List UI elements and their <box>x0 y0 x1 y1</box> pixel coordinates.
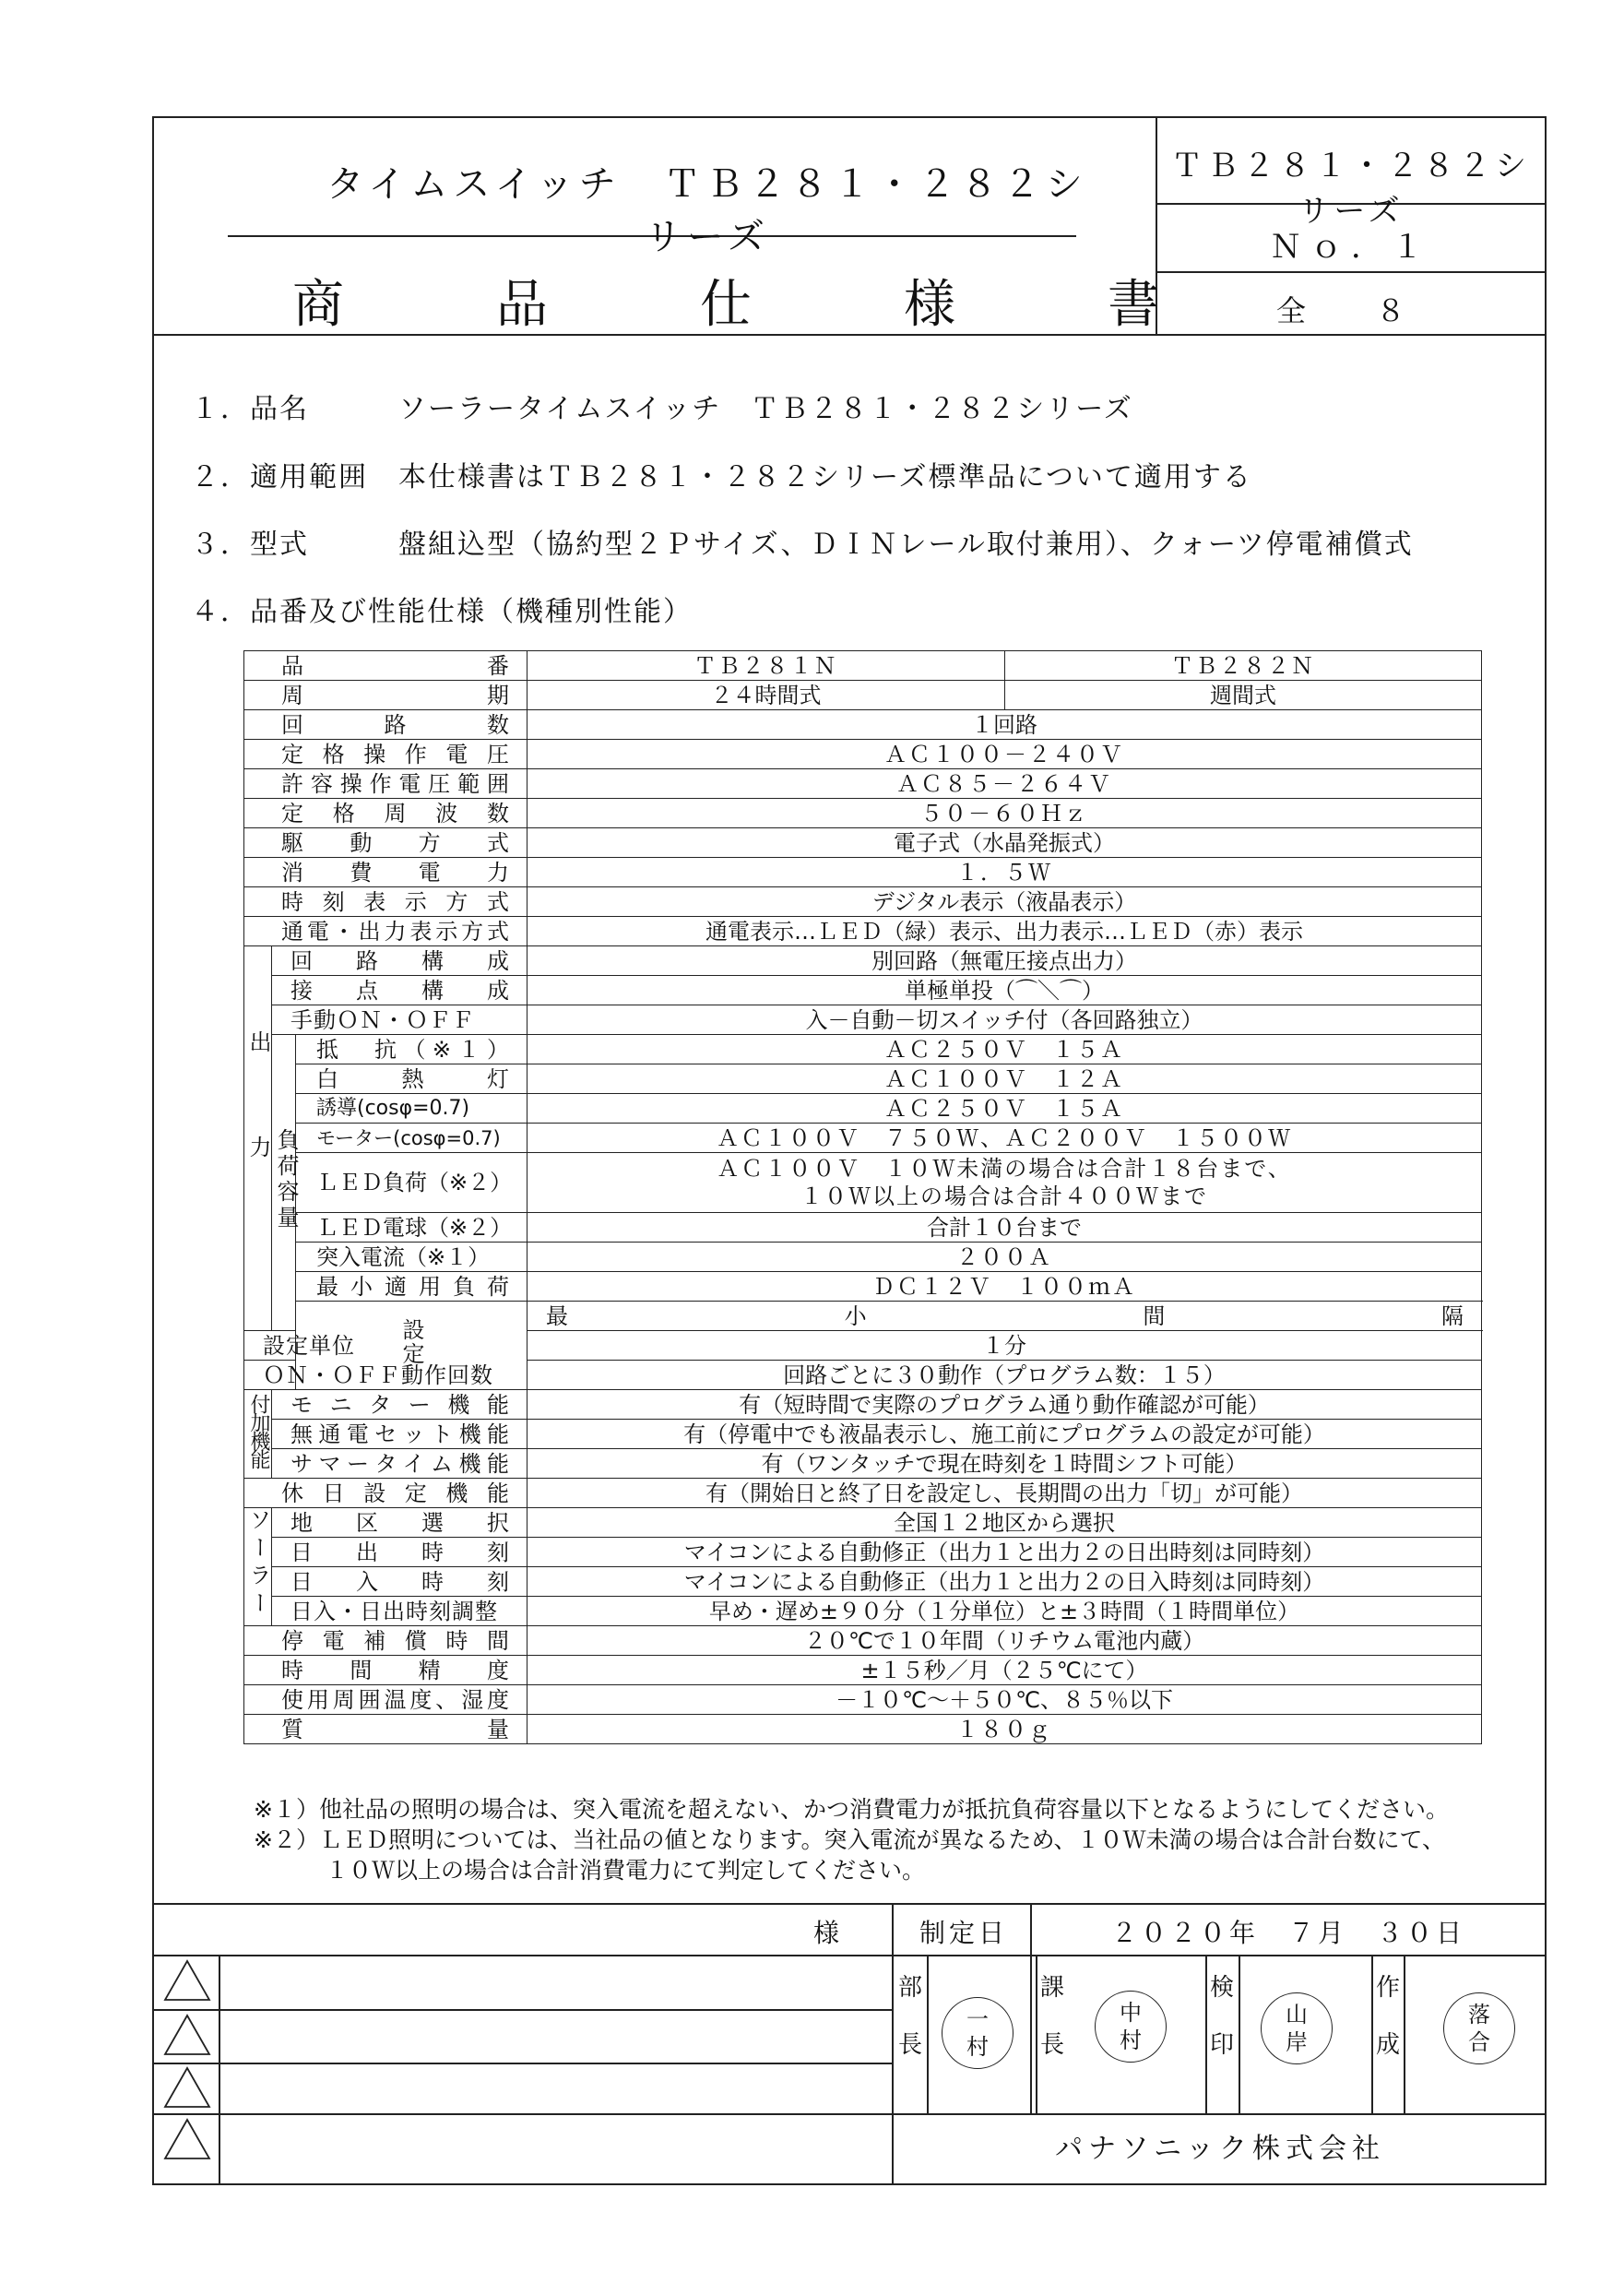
doc-title-char: 仕 <box>700 275 752 335</box>
row-label: 回路構成 <box>272 946 528 976</box>
group-output <box>244 946 272 1331</box>
row-value: マイコンによる自動修正（出力１と出力２の日入時刻は同時刻） <box>528 1567 1482 1597</box>
row-label: ＬＥＤ電球（※２） <box>296 1213 528 1243</box>
table-row <box>244 1094 1482 1124</box>
row-value: ５０－６０Ｈｚ <box>528 799 1482 828</box>
group-label: 出力 <box>245 1029 271 1241</box>
approval-stamp-4 <box>1443 1992 1515 2064</box>
stamp-char: 合 <box>1468 2029 1490 2055</box>
table-row <box>244 1213 1482 1243</box>
table-row <box>244 651 1482 681</box>
section-label: ２．適用範囲 <box>191 461 368 493</box>
section-label: ３．型式 <box>191 529 309 561</box>
row-value: ２００Ａ <box>528 1243 1482 1272</box>
table-row <box>244 1567 1482 1597</box>
row-value: ＡＣ２５０Ｖ １５Ａ <box>528 1035 1482 1064</box>
row-value: マイコンによる自動修正（出力１と出力２の日出時刻は同時刻） <box>528 1538 1482 1567</box>
row-value: 別回路（無電圧接点出力） <box>528 946 1482 976</box>
row-value: 電子式（水晶発振式） <box>528 828 1482 858</box>
role-char: 課 <box>1039 1974 1064 2002</box>
revision-triangle-icon <box>163 2118 211 2160</box>
row-value-line: １０Ｗ以上の場合は合計４００Ｗまで <box>800 1183 1209 1209</box>
role-char: 印 <box>1209 2031 1234 2059</box>
stamp-char: 一 <box>966 2006 989 2032</box>
table-row <box>244 858 1482 887</box>
row-value: ＡＣ１００－２４０Ｖ <box>528 740 1482 769</box>
role-char: 長 <box>1039 2031 1064 2059</box>
table-row <box>244 769 1482 799</box>
row-value: ＡＣ２５０Ｖ １５Ａ <box>528 1094 1482 1124</box>
row-value: デジタル表示（液晶表示） <box>528 887 1482 917</box>
stamp-char: 村 <box>966 2034 989 2060</box>
footer-line <box>154 1955 1547 1956</box>
footnote: ※１）他社品の照明の場合は、突入電流を超えない、かつ消費電力が抵抗負荷容量以下となるようにしてください。 <box>254 1796 1449 1823</box>
section-type <box>191 521 1414 562</box>
footnote: １０Ｗ以上の場合は合計消費電力にて判定してください。 <box>326 1857 926 1884</box>
footnotes <box>254 1794 1449 1885</box>
stamp-char: 中 <box>1120 2000 1142 2026</box>
row-value-line: ＡＣ１００Ｖ １０Ｗ未満の場合は合計１８台まで、 <box>717 1156 1292 1182</box>
row-label: 誘導(cosφ=0.7) <box>296 1094 528 1124</box>
row-label: 許容操作電圧範囲 <box>244 769 528 799</box>
role-char: 検 <box>1209 1974 1234 2002</box>
group-label: 付加機能 <box>247 1394 270 1468</box>
cycle-2: 週間式 <box>1005 681 1482 710</box>
row-value: －１０℃～＋５０℃、８５％以下 <box>528 1685 1482 1715</box>
row-label: 日入・日出時刻調整 <box>272 1597 528 1626</box>
row-value: 有（停電中でも液晶表示し、施工前にプログラムの設定が可能） <box>528 1420 1482 1449</box>
row-value: １分 <box>528 1331 1482 1361</box>
section-spec-heading <box>191 589 693 629</box>
footer-line <box>154 2113 1547 2115</box>
footer-top-line <box>154 1903 1547 1905</box>
stamp-char: 落 <box>1468 2002 1490 2027</box>
row-label: 品 番 <box>244 651 528 681</box>
row-value: 有（短時間で実際のプログラム通り動作確認が可能） <box>528 1390 1482 1420</box>
date-label: 制定日 <box>919 1918 1008 1948</box>
series-code: ＴＢ２８１・２８２シリーズ <box>1171 148 1531 230</box>
group-addon <box>244 1390 272 1479</box>
row-label: 地区選択 <box>272 1508 528 1538</box>
table-row <box>244 1064 1482 1094</box>
approval-stamp-1 <box>942 1997 1014 2069</box>
document-number: Ｎｏ．１ <box>1270 229 1432 266</box>
section-text: 盤組込型（協約型２Ｐサイズ、ＤＩＮレール取付兼用）、クォーツ停電補償式 <box>398 529 1414 561</box>
model-1: ＴＢ２８１Ｎ <box>528 651 1005 681</box>
row-label: 使用周囲温度、湿度 <box>244 1685 528 1715</box>
table-row <box>244 799 1482 828</box>
table-row <box>244 1656 1482 1685</box>
group-label: ソーラー <box>245 1508 271 1619</box>
row-label: 時刻表示方式 <box>244 887 528 917</box>
section-text: 本仕様書はＴＢ２８１・２８２シリーズ標準品について適用する <box>398 461 1252 493</box>
customer-suffix: 様 <box>813 1918 840 1948</box>
table-row <box>244 828 1482 858</box>
row-label: 抵 抗（※１） <box>296 1035 528 1064</box>
series-title: タイムスイッチ ＴＢ２８１・２８２シリーズ <box>326 163 1088 258</box>
approval-role-1 <box>895 1959 925 2074</box>
doc-title-char: 様 <box>904 275 955 335</box>
spec-sheet <box>152 116 1547 2185</box>
table-row <box>244 1538 1482 1567</box>
row-label: モーター(cosφ=0.7) <box>296 1124 528 1153</box>
row-value: １回路 <box>528 710 1482 740</box>
footer-line <box>154 2009 892 2011</box>
role-char: 作 <box>1375 1974 1400 2002</box>
established-date: ２０２０年 ７月 ３０日 <box>1110 1918 1465 1948</box>
row-value: ＤＣ１２Ｖ １００ｍＡ <box>528 1272 1482 1302</box>
row-value: ＡＣ１００Ｖ １２Ａ <box>528 1064 1482 1094</box>
stamp-char: 山 <box>1286 2002 1308 2027</box>
row-value: 単極単投（⌒＼⌒） <box>528 976 1482 1005</box>
row-label: 周 期 <box>244 681 528 710</box>
spec-table <box>243 650 1482 1744</box>
table-row <box>244 1124 1482 1153</box>
row-label: 設定単位 <box>244 1331 296 1361</box>
footer-vline <box>892 1903 894 2185</box>
row-value: ±１５秒／月（２５℃にて） <box>528 1656 1482 1685</box>
footer-vline <box>219 1955 220 2185</box>
row-label: 日入時刻 <box>272 1567 528 1597</box>
row-value: １８０ｇ <box>528 1715 1482 1744</box>
table-row <box>244 976 1482 1005</box>
row-label: 回 路 数 <box>244 710 528 740</box>
table-row <box>244 1035 1482 1064</box>
table-row <box>244 1479 1482 1508</box>
row-value: ＡＣ８５－２６４Ｖ <box>528 769 1482 799</box>
footer-line <box>154 2063 892 2064</box>
revision-triangle-icon <box>163 2014 211 2056</box>
header-right-line-2 <box>1156 271 1547 273</box>
row-label: 無通電セット機能 <box>272 1420 528 1449</box>
stamp-char: 岸 <box>1286 2029 1308 2055</box>
role-char: 長 <box>897 2031 922 2059</box>
section-scope <box>191 454 1252 494</box>
stamp-char: 村 <box>1120 2027 1142 2053</box>
row-value: ２０℃で１０年間（リチウム電池内蔵） <box>528 1626 1482 1656</box>
approval-role-2 <box>1037 1959 1067 2074</box>
row-value: 有（ワンタッチで現在時刻を１時間シフト可能） <box>528 1449 1482 1479</box>
table-row <box>244 1626 1482 1656</box>
table-row <box>244 1153 1482 1213</box>
table-row <box>244 1508 1482 1538</box>
approval-stamp-2 <box>1095 1991 1167 2063</box>
group-solar <box>244 1508 272 1626</box>
document-title <box>292 264 1159 338</box>
table-row <box>244 1715 1482 1744</box>
table-row <box>244 1685 1482 1715</box>
total-pages: 全 ８ <box>1275 293 1426 328</box>
row-label: ＯＮ・ＯＦＦ動作回数 <box>244 1361 296 1390</box>
table-row <box>244 1272 1482 1302</box>
section-label: ４．品番及び性能仕様（機種別性能） <box>191 596 693 628</box>
table-row <box>244 1390 1482 1420</box>
row-label: 白 熱 灯 <box>296 1064 528 1094</box>
table-row <box>244 681 1482 710</box>
row-label: 接点構成 <box>272 976 528 1005</box>
row-value: 合計１０台まで <box>528 1213 1482 1243</box>
section-text: ソーラータイムスイッチ ＴＢ２８１・２８２シリーズ <box>398 393 1133 425</box>
role-char: 成 <box>1375 2031 1400 2059</box>
row-label: 通電・出力表示方式 <box>244 917 528 946</box>
row-value: 回路ごとに３０動作（プログラム数：１５） <box>528 1361 1482 1390</box>
row-value: ＡＣ１００Ｖ ７５０Ｗ、ＡＣ２００Ｖ １５００Ｗ <box>528 1124 1482 1153</box>
revision-triangle-icon <box>163 1959 211 2002</box>
doc-title-char: 商 <box>292 275 344 335</box>
row-label: 手動ＯＮ・ＯＦＦ <box>272 1005 528 1035</box>
row-label: モニター機能 <box>272 1390 528 1420</box>
footer-vline <box>1030 1903 1032 2113</box>
footnote: ※２）ＬＥＤ照明については、当社品の値となります。突入電流が異なるため、１０Ｗ未満の場合は合計台数にて、 <box>254 1826 1445 1853</box>
row-label: 質 量 <box>244 1715 528 1744</box>
group-label: 設定 <box>398 1318 424 1366</box>
table-row <box>244 1005 1482 1035</box>
row-label: ＬＥＤ負荷（※２） <box>296 1153 528 1213</box>
row-label: 最小間隔 <box>528 1302 1482 1331</box>
table-row <box>244 1361 1482 1390</box>
group-label: 負荷容量 <box>273 1127 299 1231</box>
row-value: １．５Ｗ <box>528 858 1482 887</box>
row-label: 定格操作電圧 <box>244 740 528 769</box>
table-row <box>244 946 1482 976</box>
row-label: 消費電力 <box>244 858 528 887</box>
row-value: 早め・遅め±９０分（１分単位）と±３時間（１時間単位） <box>528 1597 1482 1626</box>
section-product-name <box>191 386 1133 426</box>
table-row <box>244 1449 1482 1479</box>
row-label: 突入電流（※１） <box>296 1243 528 1272</box>
row-value: 入－自動－切スイッチ付（各回路独立） <box>528 1005 1482 1035</box>
cycle-1: ２４時間式 <box>528 681 1005 710</box>
footer-vline <box>1239 1955 1240 2113</box>
section-label: １．品名 <box>191 393 309 425</box>
table-row <box>244 1243 1482 1272</box>
approval-role-4 <box>1373 1959 1403 2074</box>
table-row <box>244 710 1482 740</box>
approval-stamp-3 <box>1261 1992 1333 2064</box>
row-label: 時間精度 <box>244 1656 528 1685</box>
table-row <box>244 1597 1482 1626</box>
row-label: 停電補償時間 <box>244 1626 528 1656</box>
footer-vline <box>1404 1955 1405 2113</box>
company-name: パナソニック株式会社 <box>1055 2133 1385 2165</box>
table-row <box>244 740 1482 769</box>
table-row <box>244 917 1482 946</box>
model-2: ＴＢ２８２Ｎ <box>1005 651 1482 681</box>
row-label: 定格周波数 <box>244 799 528 828</box>
doc-title-char: 書 <box>1108 275 1159 335</box>
table-row <box>244 887 1482 917</box>
row-value <box>528 1153 1482 1213</box>
row-value: 通電表示…ＬＥＤ（緑）表示、出力表示…ＬＥＤ（赤）表示 <box>528 917 1482 946</box>
doc-title-char: 品 <box>496 275 548 335</box>
row-value: 全国１２地区から選択 <box>528 1508 1482 1538</box>
footer-vline <box>927 1955 929 2113</box>
table-row <box>244 1420 1482 1449</box>
revision-triangle-icon <box>163 2066 211 2109</box>
row-label: 休日設定機能 <box>244 1479 528 1508</box>
role-char: 部 <box>897 1974 922 2002</box>
row-value: 有（開始日と終了日を設定し、長期間の出力「切」が可能） <box>528 1479 1482 1508</box>
row-label: サマータイム機能 <box>272 1449 528 1479</box>
row-label: 日出時刻 <box>272 1538 528 1567</box>
group-load <box>272 1035 299 1331</box>
approval-role-3 <box>1207 1959 1237 2074</box>
table-row <box>244 1302 1482 1331</box>
row-label: 最小適用負荷 <box>296 1272 528 1302</box>
row-label: 駆動方式 <box>244 828 528 858</box>
